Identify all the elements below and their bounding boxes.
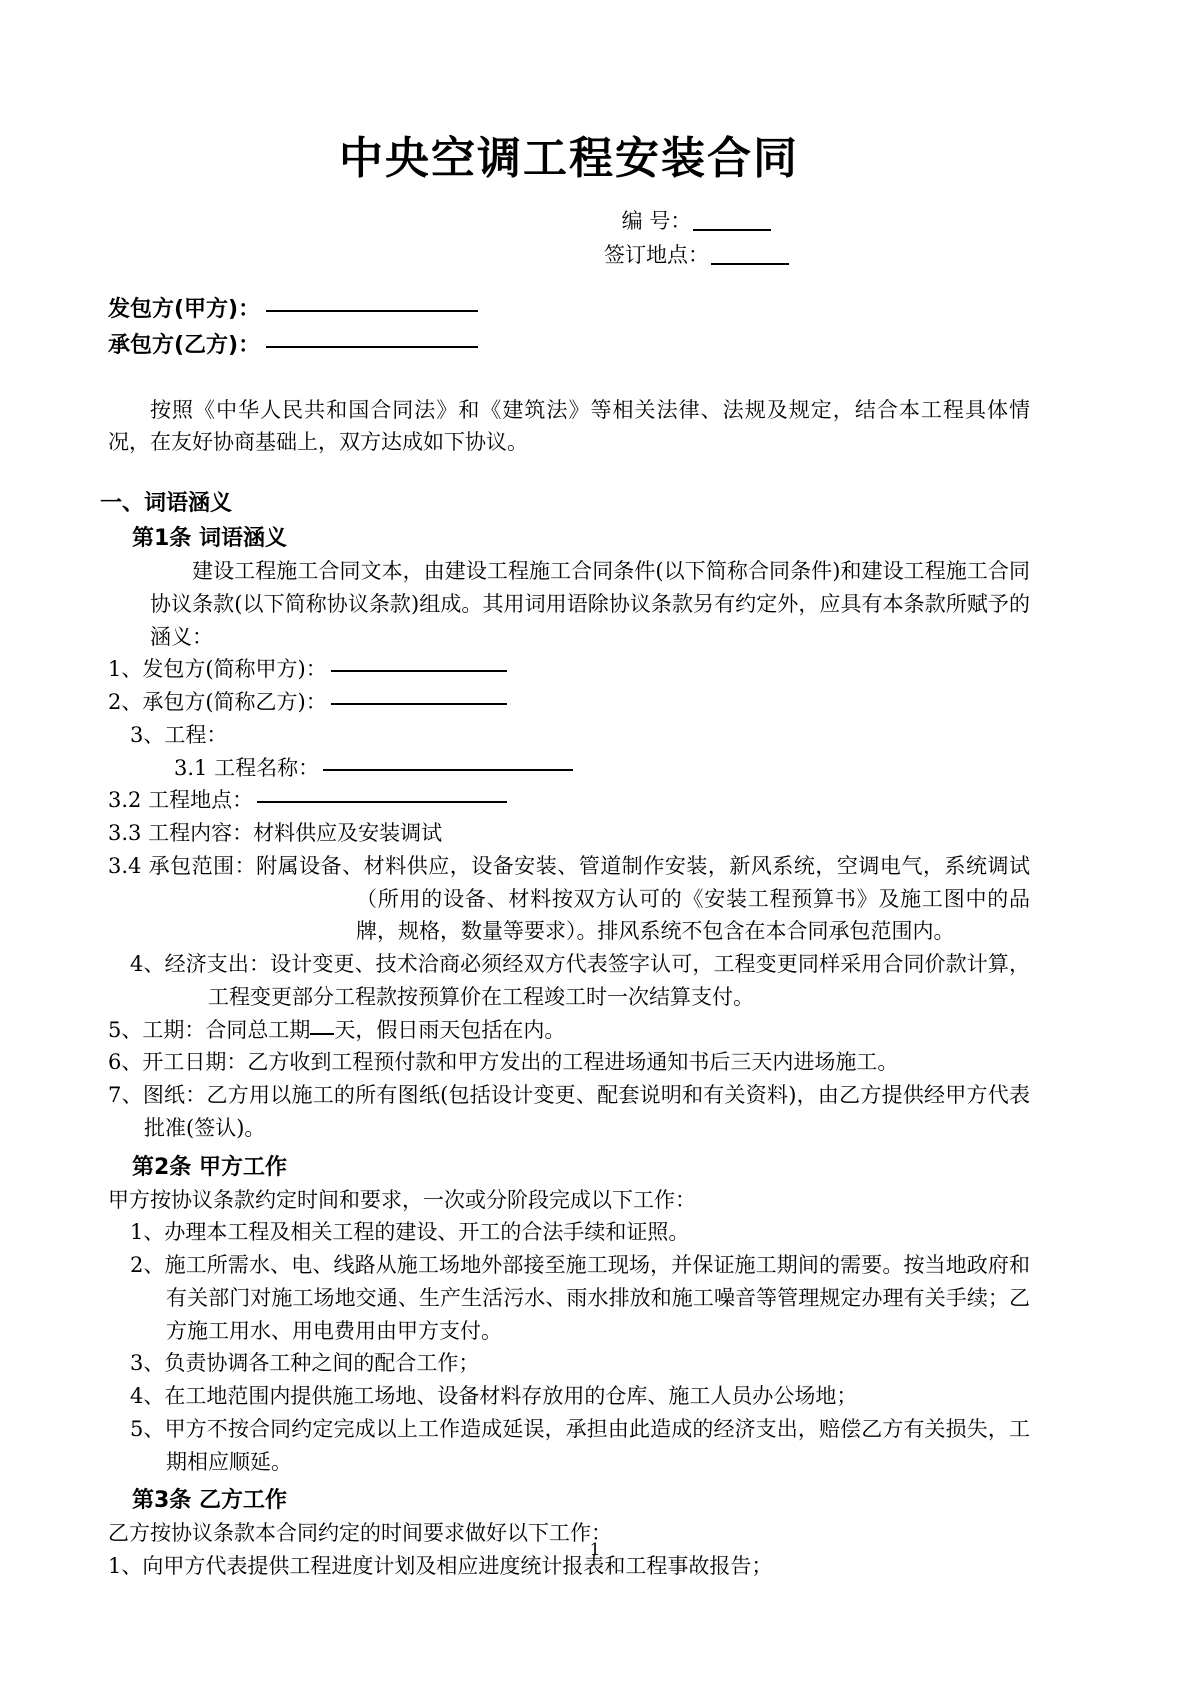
clause-2-item-1: 1、办理本工程及相关工程的建设、开工的合法手续和证照。 xyxy=(130,1220,690,1245)
clause-1-item-2-blank[interactable] xyxy=(331,703,507,705)
clause-1-item-3-3: 3.3 工程内容：材料供应及安装调试 xyxy=(108,821,443,846)
clause-1-item-1-label: 1、发包方(简称甲方)： xyxy=(108,657,327,682)
project-name-label: 3.1 工程名称： xyxy=(174,755,320,780)
party-b-label: 承包方(乙方)： xyxy=(108,333,261,359)
clause-2-heading: 第2条 甲方工作 xyxy=(132,1154,287,1180)
clause-1-item-5 xyxy=(108,1014,1030,1047)
party-a-row xyxy=(108,292,1030,328)
page-number: 1 xyxy=(589,1540,601,1560)
clause-2-item-3: 3、负责协调各工种之间的配合工作； xyxy=(130,1351,480,1376)
project-name-blank[interactable] xyxy=(323,769,573,771)
clause-1-item-1-blank[interactable] xyxy=(331,670,507,672)
project-location-label: 3.2 工程地点： xyxy=(108,788,254,813)
clause-1-item-3-2 xyxy=(108,784,1030,817)
clause-2-item-2: 2、施工所需水、电、线路从施工场地外部接至施工现场，并保证施工期间的需要。按当地政府和有关部门对施工场地交通、生产生活污水、雨水排放和施工噪音等管理规定办理有关手续；乙方施工用水、用电费用由甲方支付。 xyxy=(130,1253,1030,1343)
clause-1-item-4: 4、经济支出：设计变更、技术洽商必须经双方代表签字认可，工程变更同样采用合同价款计算，工程变更部分工程款按预算价在工程竣工时一次结算支付。 xyxy=(130,952,1030,1009)
duration-suffix: 天，假日雨天包括在内。 xyxy=(334,1017,566,1042)
clause-3-intro: 乙方按协议条款本合同约定的时间要求做好以下工作： xyxy=(108,1521,612,1546)
section-heading-one: 一、词语涵义 xyxy=(100,491,233,517)
clause-3-heading: 第3条 乙方工作 xyxy=(132,1488,287,1514)
page-title: 中央空调工程安装合同 xyxy=(339,133,799,184)
clause-1-item-3: 3、工程： xyxy=(130,722,228,747)
clause-1-item-6: 6、开工日期：乙方收到工程预付款和甲方发出的工程进场通知书后三天内进场施工。 xyxy=(108,1050,899,1075)
clause-1-item-2-label: 2、承包方(简称乙方)： xyxy=(108,690,327,715)
parties-block xyxy=(108,292,1030,363)
party-a-blank[interactable] xyxy=(266,310,478,312)
party-a-label: 发包方(甲方)： xyxy=(108,297,261,323)
party-b-blank[interactable] xyxy=(266,346,478,348)
clause-1-item-1 xyxy=(108,653,1030,686)
contract-number-row xyxy=(363,205,1030,239)
clause-1-body: 建设工程施工合同文本，由建设工程施工合同条件(以下简称合同条件)和建设工程施工合同协议条款(以下简称协议条款)组成。其用词用语除协议条款另有约定外，应具有本条款所赋予的涵义： xyxy=(150,559,1030,649)
clause-3-item-1: 1、向甲方代表提供工程进度计划及相应进度统计报表和工程事故报告； xyxy=(108,1554,773,1579)
header-meta xyxy=(108,205,1030,272)
clause-2-item-5: 5、甲方不按合同约定完成以上工作造成延误，承担由此造成的经济支出，赔偿乙方有关损失，工期相应顺延。 xyxy=(130,1416,1030,1474)
duration-prefix: 5、工期：合同总工期 xyxy=(108,1017,311,1042)
page-content xyxy=(100,0,1030,1583)
contract-number-label: 编 号： xyxy=(621,209,692,234)
clause-2-intro: 甲方按协议条款约定时间和要求，一次或分阶段完成以下工作： xyxy=(108,1187,696,1212)
clause-1-item-3-4: 3.4 承包范围：附属设备、材料供应，设备安装、管道制作安装，新风系统，空调电气，系统调试（所用的设备、材料按双方认可的《安装工程预算书》及施工图中的品牌，规格，数量等要求）。排风系统不包含在本合同承包范围内。 xyxy=(108,853,1030,944)
duration-blank[interactable] xyxy=(310,1033,334,1035)
project-location-blank[interactable] xyxy=(257,801,507,803)
intro-paragraph: 按照《中华人民共和国合同法》和《建筑法》等相关法律、法规及规定，结合本工程具体情况，在友好协商基础上，双方达成如下协议。 xyxy=(108,397,1030,455)
clause-2-item-4: 4、在工地范围内提供施工场地、设备材料存放用的仓库、施工人员办公场地； xyxy=(130,1384,858,1409)
clause-1-item-2 xyxy=(108,686,1030,719)
signing-location-label: 签订地点： xyxy=(604,242,709,267)
signing-location-row xyxy=(363,239,1030,273)
clause-1-item-3-1 xyxy=(174,752,1030,785)
party-b-row xyxy=(108,328,1030,364)
contract-number-blank[interactable] xyxy=(693,229,771,231)
clause-1-heading: 第1条 词语涵义 xyxy=(132,526,287,552)
clause-1-item-7: 7、图纸：乙方用以施工的所有图纸(包括设计变更、配套说明和有关资料)，由乙方提供经甲方代表批准(签认)。 xyxy=(108,1083,1030,1140)
signing-location-blank[interactable] xyxy=(711,263,789,265)
